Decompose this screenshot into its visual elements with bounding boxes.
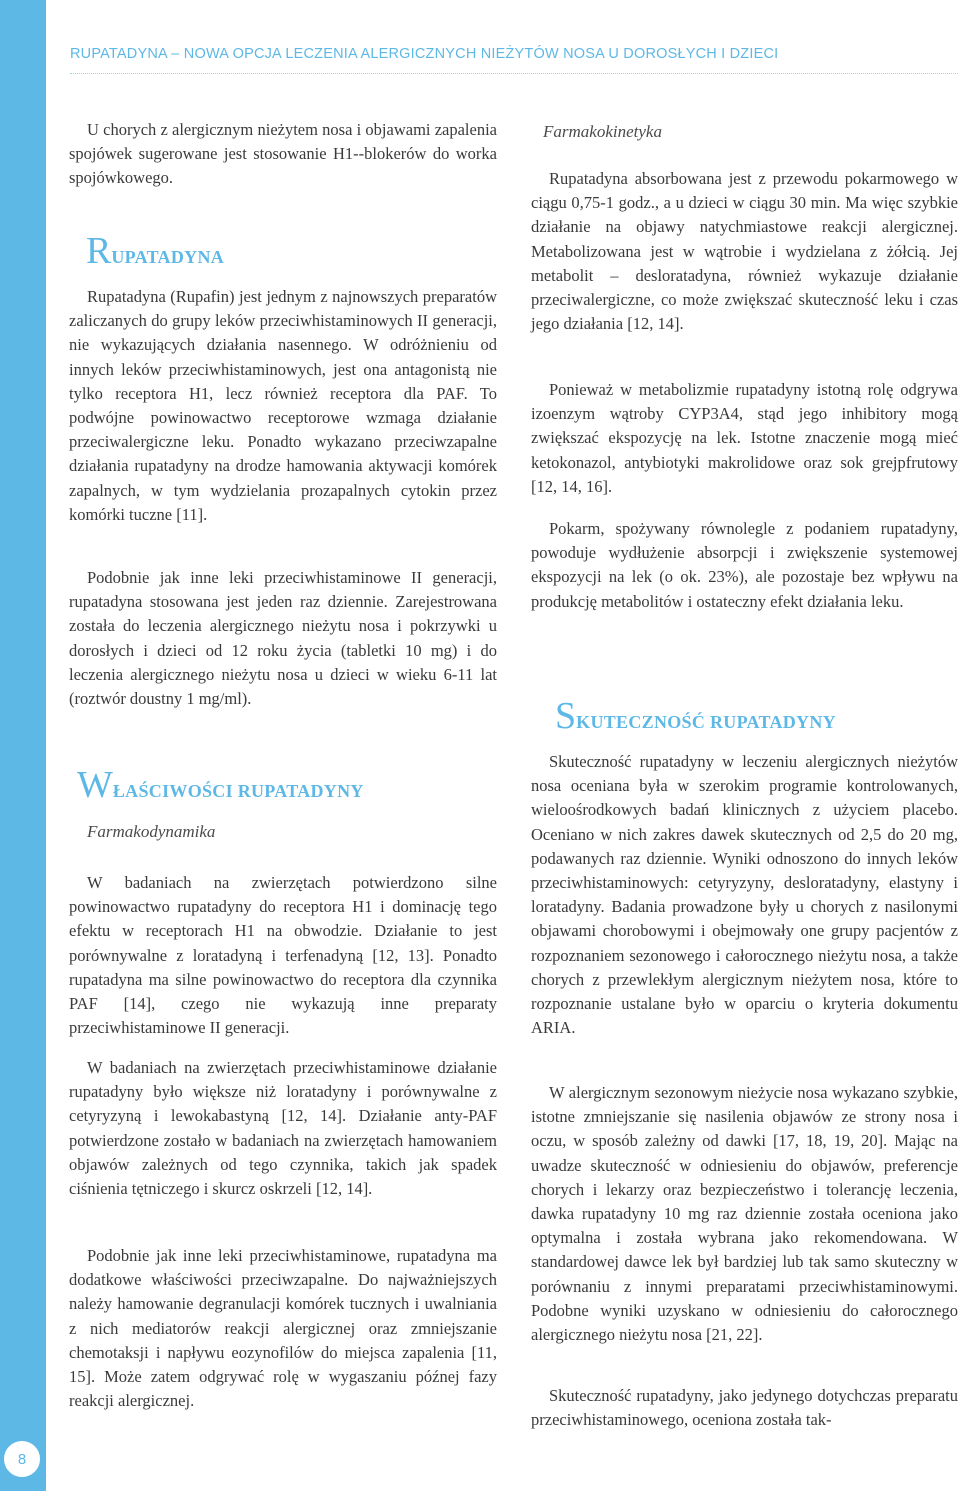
paragraph-skutecznosc-1: Skuteczność rupatadyny w leczeniu alergicznych nieżytów nosa oceniana była w szerokim programie kontrolowanych, wieloośrodkowych badań klinicznych z użyciem placebo. Oceniano w nich zakres dawek skutecznych od 2,5 do 20 mg, podawanych raz dziennie. Wyniki odnoszono do innych leków przeciwhistaminowych: cetyryzyny, desloratadyny, elastyny i loratadyny. Badania prowadzone były u chorych z nasilonymi objawami chorobowymi i obejmowały one grupy pacjentów z rozpoznaniem sezonowego i całorocznego nieżytu nosa, a także chorych z przewlekłym alergicznym nieżytem nosa, które to rozpoznanie ustalane było w oparciu o kryteria dokumentu ARIA. (531, 752, 958, 1038)
paragraph-farmakokinetyka-3: Pokarm, spożywany równolegle z podaniem rupatadyny, powoduje wydłużenie absorpcji i zwiększenie systemowej ekspozycji na lek (o ok. 23%), ale pozostaje bez wpływu na produkcję metabolitów i ostateczny efekt działania leku. (531, 519, 958, 611)
heading-skutecznosc: SKUTECZNOŚĆ RUPATADYNY (555, 695, 836, 737)
paragraph-farmakodynamika-2: W badaniach na zwierzętach przeciwhistaminowe działanie rupatadyny było większe niż loratadyny i porównywalne z cetyryzyną i lewokabastyną [12, 14]. Działanie anty-PAF potwierdzone zostało w badaniach na zwierzętach hamowaniem objawów zależnych od tego czynnika, takich jak spadek ciśnienia tętniczego i skurcz oskrzeli [12, 14]. (69, 1058, 497, 1199)
paragraph-skutecznosc-2: W alergicznym sezonowym nieżycie nosa wykazano szybkie, istotne zmniejszanie się nasilenia objawów ze strony nosa i oczu, w sposób zależny od dawki [17, 18, 19, 20]. Mając na uwadze skuteczność w odniesieniu do objawów, preferencje chorych i lekarzy oraz bezpieczeństwo i tolerancję leczenia, dawka rupatadyny 10 mg raz dziennie została oceniona jako optymalna i została wybrana jako rekomendowana. W standardowej dawce lek był bardziej lub tak samo skuteczny w porównaniu z innymi preparatami przeciwhistaminowymi. Podobne wyniki uzyskano w odniesieniu do całorocznego alergicznego nieżytu nosa [21, 22]. (531, 1083, 958, 1345)
running-title: RUPATADYNA – NOWA OPCJA LECZENIA ALERGICZNYCH NIEŻYTÓW NOSA U DOROSŁYCH I DZIECI (70, 46, 779, 62)
paragraph-farmakodynamika-3: Podobnie jak inne leki przeciwhistaminowe, rupatadyna ma dodatkowe właściwości przeciwzapalne. Do najważniejszych należy hamowanie degranulacji komórek tucznych i uwalniania z nich mediatorów reakcji alergicznej oraz zmniejszanie chemotaksji i napływu eozynofilów do miejsca zapalenia [11, 15]. Może zatem odgrywać rolę w wygaszaniu późnej fazy reakcji alergicznej. (69, 1246, 497, 1411)
subheading-farmakodynamika: Farmakodynamika (87, 822, 216, 841)
heading-wlasciwosci: WŁAŚCIWOŚCI RUPATADYNY (77, 764, 364, 806)
header-divider (70, 73, 958, 74)
heading-rupatadyna: RUPATADYNA (86, 230, 225, 272)
paragraph-farmakodynamika-1: W badaniach na zwierzętach potwierdzono silne powinowactwo rupatadyny do receptora H1 i dominację tego efektu w receptorach H1 na obwodzie. Działanie to jest porównywalne z loratadyną i terfenadyną [12, 13]. Ponadto rupatadyna ma silne powinowactwo do receptora dla czynnika PAF [14], czego nie wykazują inne preparaty przeciwhistaminowe II generacji. (69, 873, 497, 1038)
side-accent-bar (0, 0, 46, 1491)
paragraph-skutecznosc-3: Skuteczność rupatadyny, jako jedynego dotychczas preparatu przeciwhistaminowego, oceniona została tak- (531, 1386, 958, 1430)
subheading-farmakokinetyka: Farmakokinetyka (543, 122, 662, 141)
paragraph-rupatadyna-1: Rupatadyna (Rupafin) jest jednym z najnowszych preparatów zaliczanych do grupy leków przeciwhistaminowych II generacji, nie wykazujących działania nasennego. W odróżnieniu od innych leków przeciwhistaminowych, jest ona antagonistą nie tylko receptora H1, lecz również receptora dla PAF. To podwójne powinowactwo receptorowe wzmaga działanie przeciwalergiczne leku. Ponadto wykazano przeciwzapalne działania rupatadyny na drodze hamowania aktywacji komórek zapalnych, w tym wydzielania prozapalnych cytokin przez komórki tuczne [11]. (69, 287, 497, 524)
paragraph-rupatadyna-2: Podobnie jak inne leki przeciwhistaminowe II generacji, rupatadyna stosowana jest jeden raz dziennie. Zarejestrowana została do leczenia alergicznego nieżytu nosa i pokrzywki u dorosłych i dzieci od 12 roku życia (tabletki 10 mg) i do leczenia alergicznego nieżytu nosa u dzieci w wieku 6-11 lat (roztwór doustny 1 mg/ml). (69, 568, 497, 709)
paragraph-farmakokinetyka-2: Ponieważ w metabolizmie rupatadyny istotną rolę odgrywa izoenzym wątroby CYP3A4, stąd jego inhibitory mogą zwiększać ekspozycję na lek. Istotne znaczenie mogą mieć ketokonazol, antybiotyki makrolidowe oraz sok grejpfrutowy [12, 14, 16]. (531, 380, 958, 496)
paragraph-intro: U chorych z alergicznym nieżytem nosa i objawami zapalenia spojówek sugerowane jest stosowanie H1--blokerów do worka spojówkowego. (69, 120, 497, 188)
page-number: 8 (2, 1439, 42, 1479)
paragraph-farmakokinetyka-1: Rupatadyna absorbowana jest z przewodu pokarmowego w ciągu 0,75-1 godz., a u dzieci w ciągu 30 min. Ma więc szybkie działanie na objawy natychmiastowe reakcji alergicznej. Metabolizowana jest w wątrobie i wydzielana z żółcią. Jej metabolit – desloratadyna, również wykazuje działanie przeciwalergiczne, co może zwiększać skuteczność leku i czas jego działania [12, 14]. (531, 169, 958, 334)
